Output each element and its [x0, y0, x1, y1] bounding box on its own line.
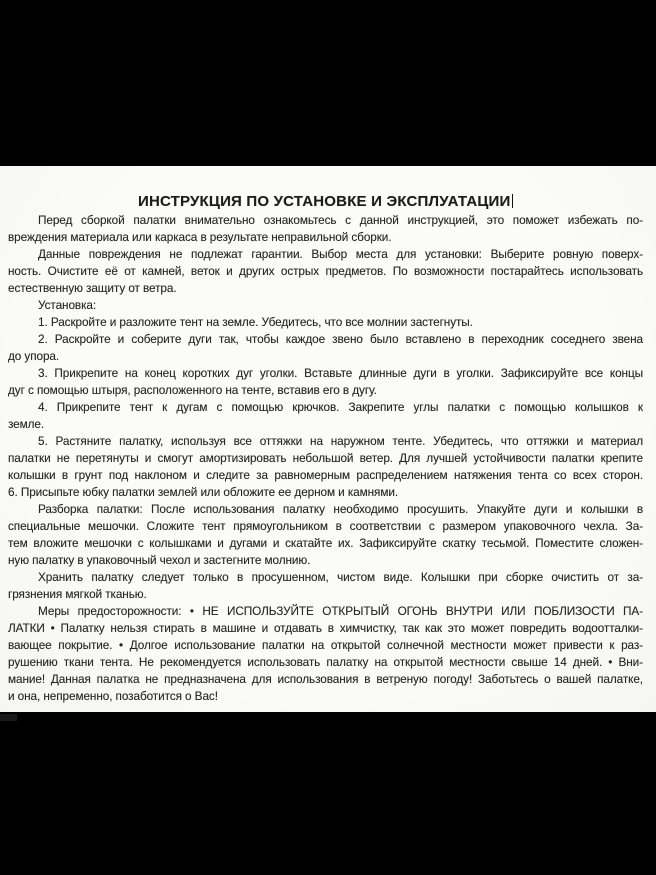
text-cursor [512, 194, 514, 208]
document-line: 6. Присыпьте юбку палатки землей или обложите ее дерном и камнями. [8, 485, 399, 499]
document-line: 4. Прикрепите тент к дугам с помощью крючков. Закрепите углы палатки с помощью колышков к [38, 400, 643, 414]
document-line: мание! Данная палатка не предназначена для использования в ветреную погоду! Заботьтесь о вашей палатке, [8, 672, 643, 686]
document-title-text: ИНСТРУКЦИЯ ПО УСТАНОВКЕ И ЭКСПЛУАТАЦИИ [137, 193, 511, 210]
document-line: и она, непременно, позаботится о Вас! [8, 689, 218, 703]
document-line: ЛАТКИ • Палатку нельзя стирать в машине и отдавать в химчистку, так как это может повредить водоотталки- [8, 621, 643, 635]
letterbox-bottom [0, 712, 656, 875]
document-line: 1. Раскройте и разложите тент на земле. Убедитесь, что все молнии застегнуты. [38, 315, 473, 329]
document-line: Установка: [38, 298, 97, 312]
document-line: естественную защиту от ветра. [8, 281, 177, 295]
document-line: Разборка палатки: После использования палатку необходимо просушить. Упакуйте дуги и колышки в [38, 502, 643, 516]
document-line: специальные мешочки. Сложите тент прямоугольником в соответствии с размером упаковочного чехла. За- [8, 519, 643, 533]
document-line: Перед сборкой палатки внимательно ознакомьтесь с данной инструкцией, это поможет избежать по- [38, 213, 643, 227]
letterbox-top [0, 0, 656, 166]
document-line: Меры предосторожности: • НЕ ИСПОЛЬЗУЙТЕ ОТКРЫТЫЙ ОГОНЬ ВНУТРИ ИЛИ ПОБЛИЗОСТИ ПА- [38, 604, 643, 618]
document-page [0, 166, 656, 712]
document-line: 5. Растяните палатку, используя все оттяжки на наружном тенте. Убедитесь, что оттяжки и материал [38, 434, 643, 448]
document-line: 3. Прикрепите на конец коротких дуг уголки. Вставьте длинные дуги в уголки. Зафиксируйте все концы [38, 366, 643, 380]
document-title [8, 192, 643, 212]
document-line: Данные повреждения не подлежат гарантии. Выбор места для установки: Выберите ровную поверх- [38, 247, 643, 261]
document-line: тем вложите мешочки с колышками и дугами и скатайте их. Зафиксируйте скатку тесьмой. Поместите сложен- [8, 536, 643, 550]
document-line: ность. Очистите её от камней, веток и других острых предметов. По возможности постарайтесь использовать [8, 264, 643, 278]
document-line: до упора. [8, 349, 60, 363]
document-line: палатки не перетянуты и смогут амортизировать небольшой ветер. Для лучшей устойчивости палатки крепите [8, 451, 643, 465]
video-artifact [0, 714, 17, 721]
document-line: рушению ткани тента. Не рекомендуется использовать палатку на открытой местности свыше 14 дней. • Вни- [8, 655, 643, 669]
document-line: дуг с помощью штыря, расположенного на тенте, вставив его в дугу. [8, 383, 377, 397]
document-line: вающее покрытие. • Долгое использование палатки на открытой солнечной местности может привести к раз- [8, 638, 643, 652]
document-line: вреждения материала или каркаса в результате неправильной сборки. [8, 230, 392, 244]
document-line: грязнения мягкой тканью. [8, 587, 147, 601]
document-line: колышки в грунт под наклоном и следите за равномерным распределением натяжения тента со всех сторон. [8, 468, 643, 482]
document-line: земле. [8, 417, 45, 431]
document-line: 2. Раскройте и соберите дуги так, чтобы каждое звено было вставлено в переходник соседнего звена [38, 332, 643, 346]
document-body [8, 212, 643, 705]
document-line: Хранить палатку следует только в просушенном, чистом виде. Колышки при сборке очистить от за- [38, 570, 643, 584]
document-line: ную палатку в упаковочный чехол и застегните молнию. [8, 553, 311, 567]
